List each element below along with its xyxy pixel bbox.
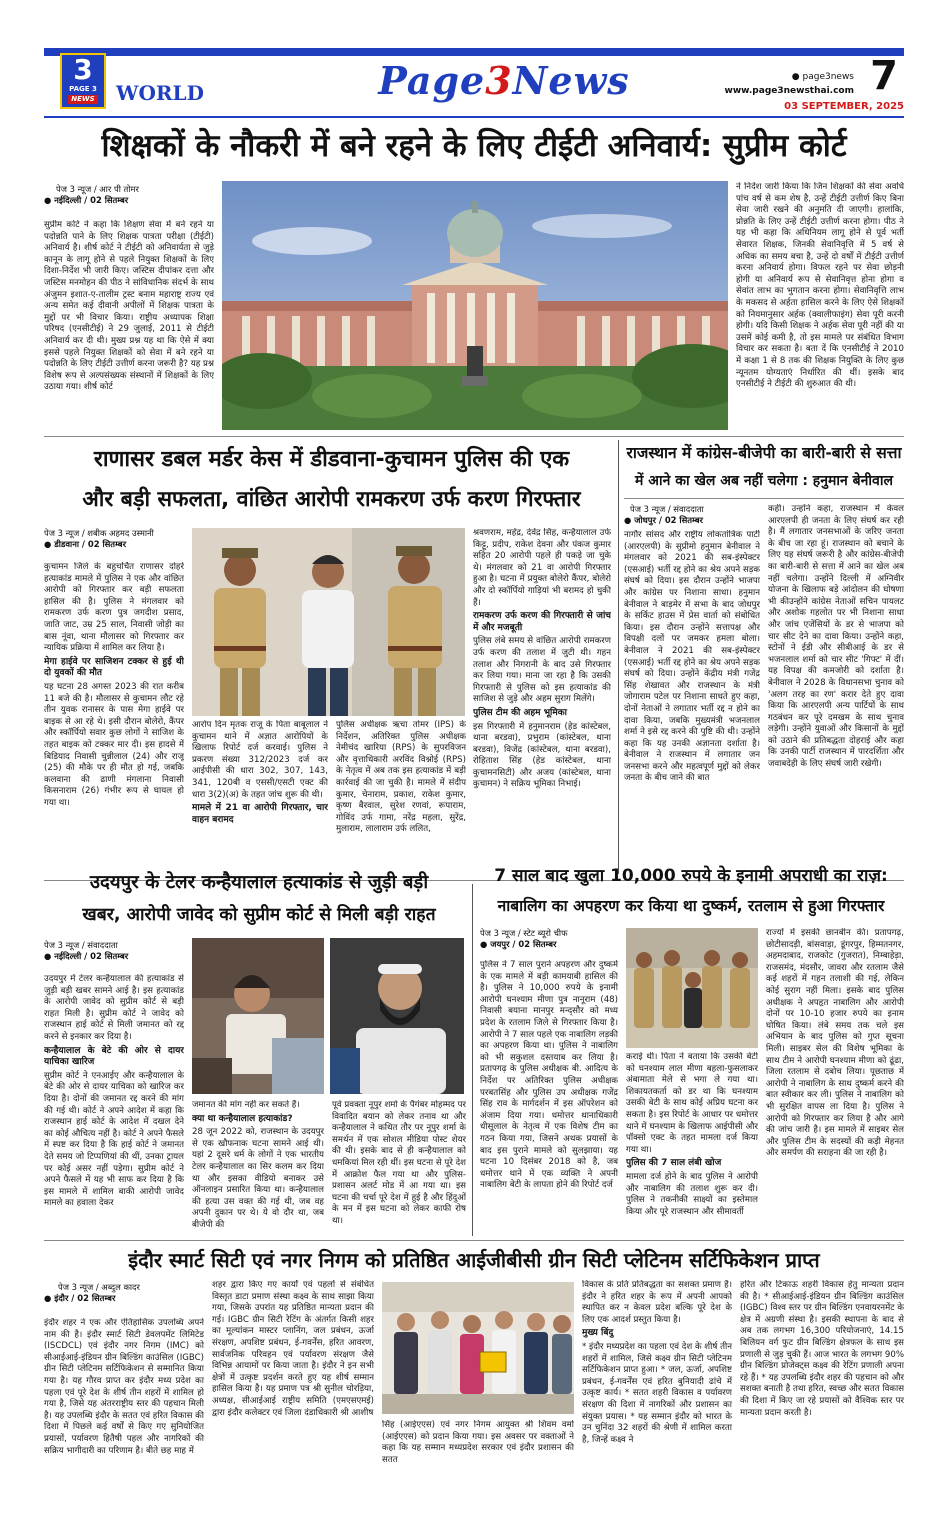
story3-headline-line2: में आने का खेल अब नहीं चलेगा : हनुमान बेनीवाल <box>635 473 893 489</box>
story2-col1 <box>44 562 184 872</box>
story2-col4-text: श्रवणराम, महेंद्र, देवेंद्र सिंह, कन्हैयालाल उर्फ किट्टू, प्रदीप, राकेश देवना और पंकज कुमार सहित 20 आरोपी पहले ही पकड़े जा चुके थे। मंगलवार को 21 वा आरोपी गिरफ्तार हुआ है। घटना में प्रयुक्त बोलेरो कैंपर, बोलेरो और दो स्कॉर्पियो गाड़ियां भी बरामद हो चुकी हैं। <box>473 528 611 608</box>
story6-col1: इंदौर शहर ने एक और ऐतिहासिक उपलब्धि अपने नाम की है। इंदौर स्मार्ट सिटी डेवलपमेंट लिमिटेड (ISCDCL) एवं इंदौर नगर निगम (IMC) को सीआईआई-इंडियन ग्रीन बिल्डिंग काउंसिल (IGBC) ग्रीन सिटी प्लेटिनम सर्टिफिकेशन से सम्मानित किया गया है। यह गौरव प्राप्त कर इंदौर मध्य प्रदेश का पहला एवं पूरे देश के शीर्ष तीन शहरों में शामिल हो गया है, जिसे यह अंतरराष्ट्रीय स्तर की पहचान मिली है। यह उपलब्धि इंदौर के सतत एवं हरित विकास की दिशा में पिछले कई वर्षों से किए गए सुनियोजित प्रयासों, पर्यावरण हितैषी पहल और नागरिकों की सक्रिय भागीदारी का परिणाम है। बीते छह माह में <box>44 1318 204 1456</box>
story5-dateline-dot: ● <box>480 939 491 949</box>
story2-dateline: डीडवाना / 02 सितम्बर <box>54 539 127 549</box>
story2-dateline-dot: ● <box>44 539 55 549</box>
story5-headline-line2: नाबालिग का अपहरण कर किया था दुष्कर्म, रतलाम से हुआ गिरफ्तार <box>497 897 885 915</box>
story1-dateline-dot: ● <box>44 195 55 205</box>
website-url: www.page3newsthai.com <box>724 86 854 96</box>
story1-byline <box>44 184 214 206</box>
story5-byline-text: पेज 3 न्यूज / स्टेट ब्यूरो चीफ <box>480 928 568 938</box>
story5-col2-text: कराई थी। पिता ने बताया कि उसकी बेटी को घनश्याम लाल मीणा बहला-फुसलाकर अंबामाता मेले से भगा ले गया था। शिकायतकर्ता को डर था कि घनश्याम उसकी बेटी के साथ कोई अप्रिय घटना कर सकता है। इस रिपोर्ट के आधार पर धमोत्तर थाने में घनश्याम के खिलाफ आईपीसी और पॉक्सो एक्ट के तहत मामला दर्ज किया गया था। <box>626 1052 758 1155</box>
story6-col4-text: विकास के प्रति प्रतिबद्धता का सशक्त प्रमाण है। इंदौर ने हरित शहर के रूप में अपनी आपको स्थापित कर न केवल प्रदेश बल्कि पूरे देश के लिए एक आदर्श प्रस्तुत किया है। <box>582 1280 732 1325</box>
story4-byline <box>44 940 184 962</box>
handle-line <box>734 72 854 83</box>
accused-photo <box>330 938 464 1094</box>
story4-col1-subhead: कन्हैयालाल के बेटे की ओर से दायर याचिका खारिज <box>44 1045 184 1068</box>
section-label: WORLD <box>116 81 204 105</box>
story5-col2-subhead: पुलिस की 7 साल लंबी खोज <box>626 1158 722 1169</box>
column-divider-2 <box>618 440 619 874</box>
tailor-photo <box>192 938 324 1094</box>
story1-byline-text: पेज 3 न्यूज / आर पी तोमर <box>56 184 139 194</box>
story2-col2-subhead: मामले में 21 वा आरोपी गिरफ्तार, चार वाहन बरामद <box>192 803 328 825</box>
newspaper-title <box>374 58 634 104</box>
story6-col4 <box>582 1280 732 1526</box>
story6-headline: इंदौर स्मार्ट सिटी एवं नगर निगम को प्रतिष्ठित आईजीबीसी ग्रीन सिटी प्लेटिनम सर्टिफिकेशन प्राप्त <box>128 1248 820 1272</box>
story2-byline-text: पेज 3 न्यूज / शबीक अहमद उस्मानी <box>44 528 154 538</box>
story5-col1: पुलिस ने 7 साल पुराने अपहरण और दुष्कर्म के एक मामले में बड़ी कामयाबी हासिल की है। पुलिस ने 10,000 रुपये के इनामी आरोपी घनश्याम मीणा पुत्र नानूराम (48) निवासी बयाना मानपुर मन्द्सौर को मध्य प्रदेश के रतलाम जिले से गिरफ्तार किया है। आरोपी ने 7 साल पहले एक नाबालिग लड़की का अपहरण किया था। पुलिस ने नाबालिग को भी सकुशल दस्तयाब कर लिया है। प्रतापगढ़ के पुलिस अधीक्षक बी. आदित्य के निर्देश पर अतिरिक्त पुलिस अधीक्षक परबतसिंह और पुलिस उप अधीक्षक गजेंद्र सिंह राव के मार्गदर्शन में इस ऑपरेशन को अंजाम दिया गया। धमोत्तर थानाधिकारी धीसूलाल के नेतृत्व में एक विशेष टीम का गठन किया गया, जिसने अथक प्रयासों के बाद इस पुराने मामले को सुलझाया। यह घटना 10 दिसंबर 2018 को है, जब धमोत्तर थाने में एक व्यक्ति ने अपनी नाबालिग बेटी के लापता होने की रिपोर्ट दर्ज <box>480 960 618 1191</box>
story4-headline-line2: खबर, आरोपी जावेद को सुप्रीम कोर्ट से मिली बड़ी राहत <box>82 905 436 925</box>
story1-dateline: नईदिल्ली / 02 सितम्बर <box>54 195 129 205</box>
story4-col3: पूर्व प्रवक्ता नूपुर शर्मा के पैगंबर मोहम्मद पर विवादित बयान को लेकर तनाव था और कन्हैयालाल ने कथित तौर पर नूपुर शर्मा के समर्थन में एक सोशल मीडिया पोस्ट शेयर की थी। इसके बाद से ही कन्हैयालाल को धमकियां मिल रही थीं। इस घटना से पूरे देश में आक्रोश फैल गया था और पुलिस-प्रशासन अलर्ट मोड में आ गया था। इस घटना की चर्चा पूरे देश में हुई है और हिंदुओं के मन में इस घटना को लेकर काफी रोष था। <box>332 1100 466 1226</box>
tailor-illustration <box>192 938 324 1094</box>
story2-col4-subhead2: पुलिस टीम की अहम भूमिका <box>473 707 567 718</box>
social-handle: page3news <box>802 72 854 82</box>
story4-col1-text: उदयपुर में टेलर कन्हैयालाल की हत्याकांड से जुड़ी बड़ी खबर सामने आई है। इस हत्याकांड के आरोपी जावेद को सुप्रीम कोर्ट से बड़ी राहत मिली है। सुप्रीम कोर्ट ने जावेद को राजस्थान हाई कोर्ट से मिली जमानत को रद्द करने से इनकार कर दिया है। <box>44 974 184 1042</box>
dot-icon: ● <box>791 72 803 82</box>
story5-headline-line1: 7 साल बाद खुला 10,000 रुपये के इनामी अपराधी का राज़: <box>494 866 888 886</box>
story1-bottom-rule <box>44 436 904 437</box>
story2-col4-subhead1: रामकरण उर्फ करण की गिरफ्तारी से जांच में और मजबूती <box>473 611 611 633</box>
story3-col2: कही। उन्होंने कहा, राजस्थान में केवल आरएलपी ही जनता के लिए संघर्ष कर रही है। मैं लगातार जनसभाओं के जरिए जनता के बीच जा रहा हूं। राजस्थान को बचाने के लिए यह संघर्ष जरूरी है और कांग्रेस-बीजेपी का बारी-बारी से सत्ता में आने का खेल अब नहीं चलेगा। उन्होंने दिल्ली में अग्निवीर योजना के खिलाफ बड़े आंदोलन की घोषणा भी कीउन्होंने कांग्रेस नेताओं सचिन पायलट और अशोक गहलोत पर भी निशाना साधा और जांच एजेंसियों के डर से भाजपा को चार सीट देने का दावा किया। उन्होंने कहा, स्टोनों ने ईडी और सीबीआई के डर से भजनलाल शर्मा को चार सीट 'गिफ्ट' में दीं। यह विपक्ष की कमजोरी को दर्शाता है। बेनीवाल ने 2028 के विधानसभा चुनाव को 'अलग तरह का रण' करार देते हुए दावा किया कि आरएलपी अन्य पार्टियों के साथ गठबंधन कर पूरे दमखम के साथ चुनाव लड़ेगी। उन्होंने युवाओं और किसानों के मुद्दों को उठाने की प्रतिबद्धता दोहराई और कहा कि उनकी पार्टी राजस्थान में पारदर्शिता और जवाबदेही के लिए संघर्ष जारी रखेगी। <box>768 504 904 770</box>
police-arrest-photo <box>192 528 465 716</box>
police-arrest-illustration <box>192 528 465 716</box>
police-team-illustration <box>626 928 758 1048</box>
accused-illustration <box>330 938 464 1094</box>
story4-col1-text2: सुप्रीम कोर्ट ने एनआईए और कन्हैयालाल के बेटे की ओर से दायर याचिका को खारिज कर दिया है। दोनों की जमानत रद्द करने की मांग की गई थी। कोर्ट ने अपने आदेश में कहा कि राजस्थान हाई कोर्ट के आदेश में दखल देने का कोई औचित्य नहीं है। कोर्ट ने अपने फैसले में स्पष्ट कर दिया है कि हाई कोर्ट ने जमानत देते समय जो टिप्पणियां की थीं, उनका ट्रायल पर कोई असर नहीं पड़ेगा। सुप्रीम कोर्ट ने अपने फैसले में यह भी साफ कर दिया है कि इस मामले में शामिल बाकी आरोपी जावेद मामले का हवाला देकर <box>44 1070 184 1209</box>
masthead <box>44 48 904 110</box>
masthead-rule <box>44 116 904 118</box>
story3-dateline: जोधपुर / 02 सितम्बर <box>634 515 703 525</box>
police-team-photo <box>626 928 758 1048</box>
story2-col3: पुलिस अधीक्षक ऋचा तोमर (IPS) के निर्देशन, अतिरिक्त पुलिस अधीक्षक नेमीचंद खारिया (RPS) के सुपरविजन और वृत्ताधिकारी अरविंद विश्नोई (RPS) के नेतृत्व में अब तक इस हत्याकांड में बड़ी कार्रवाई की जा चुकी है। मामले में संदीप कुमार, चेनाराम, प्रकाश, राकेश कुमार, कृष्ण बैरवाल, सुरेश रणवां, रूपाराम, गोविंद उर्फ गामा, नरेंद्र महला, सुरेंद्र, मुलाराम, लालाराम उर्फ ललित, <box>336 720 466 835</box>
story4-dateline: नईदिल्ली / 02 सितम्बर <box>54 951 129 961</box>
story6-byline <box>44 1282 204 1304</box>
column-divider-4 <box>472 884 473 1236</box>
story4-bottom-rule <box>44 1240 904 1241</box>
award-ceremony-illustration <box>382 1282 574 1414</box>
story6-dateline-dot: ● <box>44 1293 55 1303</box>
logo-sub: NEWS <box>68 95 98 104</box>
story4-col2-text2: 28 जून 2022 को, राजस्थान के उदयपुर से एक खौफनाक घटना सामने आई थी। यहां 2 दूसरे धर्म के लोगों ने एक भारतीय टेलर कन्हैयालाल का सिर कलम कर दिया था और इसका वीडियो बनाकर उसे ऑनलाइन प्रसारित किया था। कन्हैयालाल की हत्या उस वक्त की गई थी, जब वह अपनी दुकान पर थे। ये वो दौर था, जब बीजेपी की <box>192 1127 324 1230</box>
story4-dateline-dot: ● <box>44 951 55 961</box>
story2-col4-text2: पुलिस लंबे समय से वांछित आरोपी रामकरण उर्फ करण की तलाश में जुटी थी। गहन तलाश और निगरानी के बाद उसे गिरफ्तार कर लिया गया। माना जा रहा है कि उसकी गिरफ्तारी से पुलिस को इस हत्याकांड की साजिश से जुड़े और अहम सुराग मिलेंगे। <box>473 636 611 705</box>
logo-number: 3 <box>73 53 93 86</box>
story4-col1 <box>44 974 184 1236</box>
story3-byline-text: पेज 3 न्यूज / संवाददाता <box>630 504 704 514</box>
story6-col5: हरित और टिकाऊ शहरी विकास हेतु मान्यता प्रदान की है। * सीआईआई-इंडियन ग्रीन बिल्डिंग काउंसिल (IGBC) विश्व स्तर पर ग्रीन बिल्डिंग एनवायरनमेंट के क्षेत्र में अग्रणी संस्था है। इसकी स्थापना के बाद से अब तक लगभग 16,300 परियोजनाएं, 14.15 बिलियन वर्ग फुट ग्रीन बिल्डिंग क्षेत्रफल के साथ इस प्रणाली से जुड़ चुकी हैं। आज भारत के लगभग 90% ग्रीन बिल्डिंग प्रोजेक्ट्स कक्ष्व की रेटिंग प्रणाली अपना रहे हैं। * यह उपलब्धि इंदौर शहर की पहचान को और सशक्त बनाती है तथा हरित, स्वच्छ और सतत विकास की दिशा में किए जा रहे प्रयासों को वैश्विक स्तर पर मान्यता प्रदान करती है। <box>740 1280 904 1418</box>
title-right: News <box>512 58 630 103</box>
issue-date: 03 SEPTEMBER, 2025 <box>784 101 904 112</box>
story6-col4-subhead: मुख्य बिंदु <box>582 1328 614 1339</box>
masthead-blue-bar <box>44 48 904 56</box>
story3-headline-rule <box>624 498 904 499</box>
story4-headline-line1: उदयपुर के टेलर कन्हैयालाल हत्याकांड से जुड़ी बड़ी <box>89 872 429 893</box>
story1-left-text: सुप्रीम कोर्ट ने कहा कि शिक्षण सेवा में बने रहने या पदोन्नति पाने के लिए शिक्षक पात्रता परीक्षा (टीईटी) अनिवार्य है। शीर्ष कोर्ट ने टीईटी को अनिवार्यता से जुड़े कानून के लागू होने से पहले नियुक्त शिक्षकों के लिए दिशा-निर्देश भी जारी किए। जस्टिस दीपांकर दत्ता और जस्टिस मनमोहन की पीठ ने सांविधानिक संदर्भ के साथ अंजुमन इशात-ए-तालीम ट्रस्ट बनाम महाराष्ट्र राज्य एवं अन्य समेत कई दीवानी अपीलों में शिक्षक पात्रता के मुद्दों पर भी विचार किया। राष्ट्रीय अध्यापक शिक्षा परिषद (एनसीटीई) ने 29 जुलाई, 2011 से टीईटी अनिवार्य कर दी थी। मुख्य प्रश्न यह था कि ऐसे में क्या इससे पहले नियुक्त शिक्षकों को सेवा में बने रहने या पदोन्नति के लिए टीईटी उत्तीर्ण करना जरूरी है? यह प्रश्न विशेष रूप से अल्पसंख्यक संस्थानों में शिक्षकों के लिए उठाया गया। शीर्ष कोर्ट <box>44 220 214 393</box>
page-number: 7 <box>870 53 898 99</box>
story2-col2-text: आरोप दिन मृतक राजू के पिता बाबूलाल ने कुचामन थाने में अज्ञात आरोपियों के खिलाफ रिपोर्ट दर्ज करवाई। पुलिस ने प्रकरण संख्या 312/2023 दर्ज कर आईपीसी की धारा 302, 307, 143, 341, 120बी व एससी/एसटी एक्ट की धारा 3(2)(अ) के तहत जांच शुरू की थी। <box>192 720 328 800</box>
story1-headline: शिक्षकों के नौकरी में बने रहने के लिए टीईटी अनिवार्य: सुप्रीम कोर्ट <box>101 128 847 164</box>
story4-col2 <box>192 1100 324 1236</box>
logo-text: PAGE 3 <box>69 85 97 93</box>
story2-col2 <box>192 720 328 874</box>
story2-col1-text2: यह घटना 28 अगस्त 2023 की रात करीब 11 बजे की है। मौलासर से कुचामन लौट रहे तीन युवक रानासर के पास मेगा हाईवे पर बाइक से आ रहे थे। इसी दौरान बोलेरो, कैंपर और स्कॉर्पियो सवार कुछ लोगों ने साजिश के तहत बाइक को टक्कर मार दी। इस हादसे में बिडियाद निवासी चुन्नीलाल (24) और राजू (25) की मौके पर ही मौत हो गई, जबकि कलवाना की ढाणी मंगलाना निवासी किसनाराम (26) गंभीर रूप से घायल हो गया था। <box>44 681 184 808</box>
story3-byline <box>624 504 760 526</box>
story4-col2-text: जमानत की मांग नहीं कर सकते हैं। <box>192 1100 300 1110</box>
supreme-court-illustration <box>222 181 728 430</box>
supreme-court-photo <box>222 181 728 430</box>
award-ceremony-photo <box>382 1282 574 1414</box>
story6-col2: शहर द्वारा किए गए कार्यों एवं पहलों से संबंधित विस्तृत डाटा प्रमाण संस्था कक्ष्व के साथ साझा किया गया, जिसके उपरांत यह प्रतिष्ठित मान्यता प्रदान की गई। IGBC ग्रीन सिटी रेटिंग के अंतर्गत किसी शहर का मूल्यांकन मास्टर प्लानिंग, जल प्रबंधन, ऊर्जा संरक्षण, अपशिष्ट प्रबंधन, ई-गवर्नेंस, हरित आवरण, सार्वजनिक परिवहन एवं पर्यावरण संरक्षण जैसे विभिन्न आयामों पर किया जाता है। इंदौर ने इन सभी क्षेत्रों में उत्कृष्ट प्रदर्शन करते हुए यह शीर्ष सम्मान हासिल किया है। यह प्रमाण पत्र श्री सुनील चोरड़िया, अध्यक्ष, सीआईआई राष्ट्रीय समिति (एमएसएमई) द्वारा इंदौर कलेक्टर एवं जिला दंडाधिकारी श्री आशीष <box>212 1280 374 1418</box>
story2-headline-line2: और बड़ी सफलता, वांछित आरोपी रामकरण उर्फ करण गिरफ्तार <box>82 487 581 512</box>
story4-byline-text: पेज 3 न्यूज / संवाददाता <box>44 940 118 950</box>
story5-dateline: जयपुर / 02 सितम्बर <box>490 939 557 949</box>
story6-dateline: इंदौर / 02 सितम्बर <box>54 1293 116 1303</box>
story2-col4 <box>473 528 611 874</box>
story6-col3: सिंह (आईएएस) एवं नगर निगम आयुक्त श्री शिवम वर्मा (आईएएस) को प्रदान किया गया। इस अवसर पर वक्ताओं ने कहा कि यह सम्मान मध्यप्रदेश सरकार एवं इंदौर प्रशासन की सतत <box>382 1420 574 1465</box>
story6-col4-text2: * इंदौर मध्यप्रदेश का पहला एवं देश के शीर्ष तीन शहरों में शामिल, जिसे कक्ष्व ग्रीन सिटी प्लेटिनम सर्टिफिकेशन प्राप्त हुआ। * जल, ऊर्जा, अपशिष्ट प्रबंधन, ई-गवर्नेंस एवं हरित बुनियादी ढांचे में उत्कृष्ट कार्य। * सतत शहरी विकास व पर्यावरण संरक्षण की दिशा में नागरिकों और प्रशासन का संयुक्त प्रयास। * यह सम्मान इंदौर को भारत के उन चुनिंदा 32 शहरों की श्रेणी में शामिल करता है, जिन्हें कक्ष्व ने <box>582 1341 732 1445</box>
story2-headline-line1: राणासर डबल मर्डर केस में डीडवाना-कुचामन पुलिस की एक <box>93 447 570 472</box>
story3-dateline-dot: ● <box>624 515 635 525</box>
story1-right-text: ने निर्देश जारी किया कि जिन शिक्षकों की सेवा अवधि पांच वर्ष से कम शेष है, उन्हें टीईटी उत्तीर्ण किए बिना सेवा जारी रखने की अनुमति दी जाएगी। हालांकि, प्रोन्नति के लिए उन्हें टीईटी उत्तीर्ण करना होगा। पीठ ने यह भी कहा कि अधिनियम लागू होने से पूर्व भर्ती सेवारत शिक्षक, जिनकी सेवानिवृत्ति में 5 वर्ष से अधिक का समय बचा है, उन्हें दो वर्षों में टीईटी उत्तीर्ण करना अनिवार्य होगा। विफल रहने पर सेवा छोड़नी होगी या अनिवार्य रूप से सेवानिवृत्त होना होगा व सेवांत लाभ का भुगतान करना होगा। सेवानिवृत्ति लाभ के मकसद से अर्हता हासिल करने के लिए ऐसे शिक्षकों को नियमानुसार अर्हक (क्वालीफाइंग) सेवा पूरी करनी होगी। यदि किसी शिक्षक ने अर्हक सेवा पूरी नहीं की या उसमें कोई कमी है, तो इस मामले पर संबंधित विभाग विचार कर सकता है। बता दें कि एनसीटीई ने 2010 में कक्षा 1 से 8 तक की शिक्षक नियुक्ति के लिए कुछ न्यूनतम योग्यताएं निर्धारित की थीं। इसके बाद एनसीटीई ने टीईटी की शुरुआत की थी। <box>736 182 904 390</box>
story5-byline <box>480 928 618 950</box>
story6-byline-text: पेज 3 न्यूज / अब्दुल कादर <box>58 1282 140 1292</box>
story3-col1: नागौर सांसद और राष्ट्रीय लोकतांत्रिक पार्टी (आरएलपी) के सुप्रीमो हनुमान बेनीवाल ने मंगलवार को 2021 की सब-इंस्पेक्टर (एसआई) भर्ती रद्द होने का श्रेय अपने सड़क संघर्ष को दिया। इस दौरान उन्होंने भाजपा और कांग्रेस पर निशाना साधा। हनुमान बेनीवाल ने बाड़मेर में सभा के बाद जोधपुर के सर्किट हाउस में प्रेस वार्ता को संबोधित किया। इस दौरान उन्होंने सत्तापक्ष और विपक्षी दलों पर जमकर हमला बोला। बेनीवाल ने 2021 की सब-इंस्पेक्टर (एसआई) भर्ती रद्द होने का श्रेय अपने सड़क संघर्ष को दिया। उन्होंने केंद्रीय मंत्री गजेंद्र सिंह शेखावत और राजस्थान के मंत्री जोगाराम पटेल पर निशाना साधते हुए कहा, दोनों नेताओं ने लगातार भर्ती रद्द न होने का दावा किया, जबकि मुख्यमंत्री भजनलाल शर्मा ने इसे रद्द करने की पुष्टि की थी। उन्होंने कहा कि यह उनकी अज्ञानता दर्शाता है। बेनीवाल ने राजस्थान में लगातार जन जनसभा करने और महत्वपूर्ण मुद्दों को लेकर जनता के बीच जाने की बात <box>624 530 760 784</box>
title-left: Page <box>378 58 486 103</box>
story2-byline <box>44 528 184 550</box>
story2-col1-text: कुचामन जिले के बहुचर्चित राणासर दोहरे हत्याकांड मामले में पुलिस ने एक और वांछित आरोपी को गिरफ्तार कर बड़ी सफलता हासिल की है। पुलिस ने मंगलवार को रामकरण उर्फ करण पुत्र जगदीश प्रसाद, जाति जाट, उम्र 25 साल, निवासी जोड़ी का बास नूंवा, थाना मौलासर को गिरफ्तार कर न्यायिक प्रक्रिया में शामिल कर लिया है। <box>44 562 184 654</box>
story2-col4-text3: इस गिरफ्तारी में हनुमानराम (हेड कांस्टेबल, थाना बरडवा), प्रभुराम (कांस्टेबल, थाना बरडवा), विजेंद्र (कांस्टेबल, थाना बरडवा), रोहिताश सिंह (हेड कांस्टेबल, थाना कुचामनसिटी) और अजय (कांस्टेबल, थाना कुचामन) ने सक्रिय भूमिका निभाई। <box>473 721 611 790</box>
page3-logo <box>60 53 106 109</box>
story5-col2 <box>626 1052 758 1236</box>
title-number: 3 <box>485 58 513 103</box>
story4-col2-subhead: क्या था कन्हैयालाल हत्याकांड? <box>192 1113 293 1124</box>
story3-headline-line1: राजस्थान में कांग्रेस-बीजेपी का बारी-बारी से सत्ता <box>626 444 902 462</box>
story5-col3: राज्यों में इसकी छानबीन की। प्रतापगढ़, छोटीसादड़ी, बांसवाड़ा, डूंगरपुर, हिम्मतनगर, अहमदाबाद, राजकोट (गुजरात), निम्बाहेड़ा, राजसमंद, मंदसौर, जावरा और रतलाम जैसे कई शहरों में गहन तलाशी की गई, लेकिन कोई सुराग नहीं मिला। इसके बाद पुलिस अधीक्षक ने अपहृत नाबालिग और आरोपी दोनों पर 10-10 हजार रुपये का इनाम घोषित किया। लंबे समय तक चले इस अभियान के बाद पुलिस को गुप्त सूचना मिली। साइबर सेल की विशेष भूमिका के साथ टीम ने आरोपी घनश्याम मीणा को ढूंढा, जिला रतलाम से दबोच लिया। पूछताछ में आरोपी ने नाबालिग के साथ दुष्कर्म करने की बात स्वीकार कर ली। पुलिस ने नाबालिग को भी सुरक्षित वापस ला दिया है। पुलिस ने आरोपी को गिरफ्तार कर लिया है और आगे की जांच जारी है। इस मामले में साइबर सेल और पुलिस टीम के सदस्यों की कड़ी मेहनत और समर्पण की सराहना की जा रही है। <box>766 928 904 1159</box>
story2-col1-subhead: मेगा हाईवे पर साजिशन टक्कर से हुई थी दो युवकों की मौत <box>44 656 184 679</box>
story5-col2-text2: मामला दर्ज होने के बाद पुलिस ने आरोपी और नाबालिग की तलाश शुरू कर दी। पुलिस ने तकनीकी साक्ष्यों का इस्तेमाल किया और पूरे राजस्थान और सीमावर्ती <box>626 1171 758 1217</box>
